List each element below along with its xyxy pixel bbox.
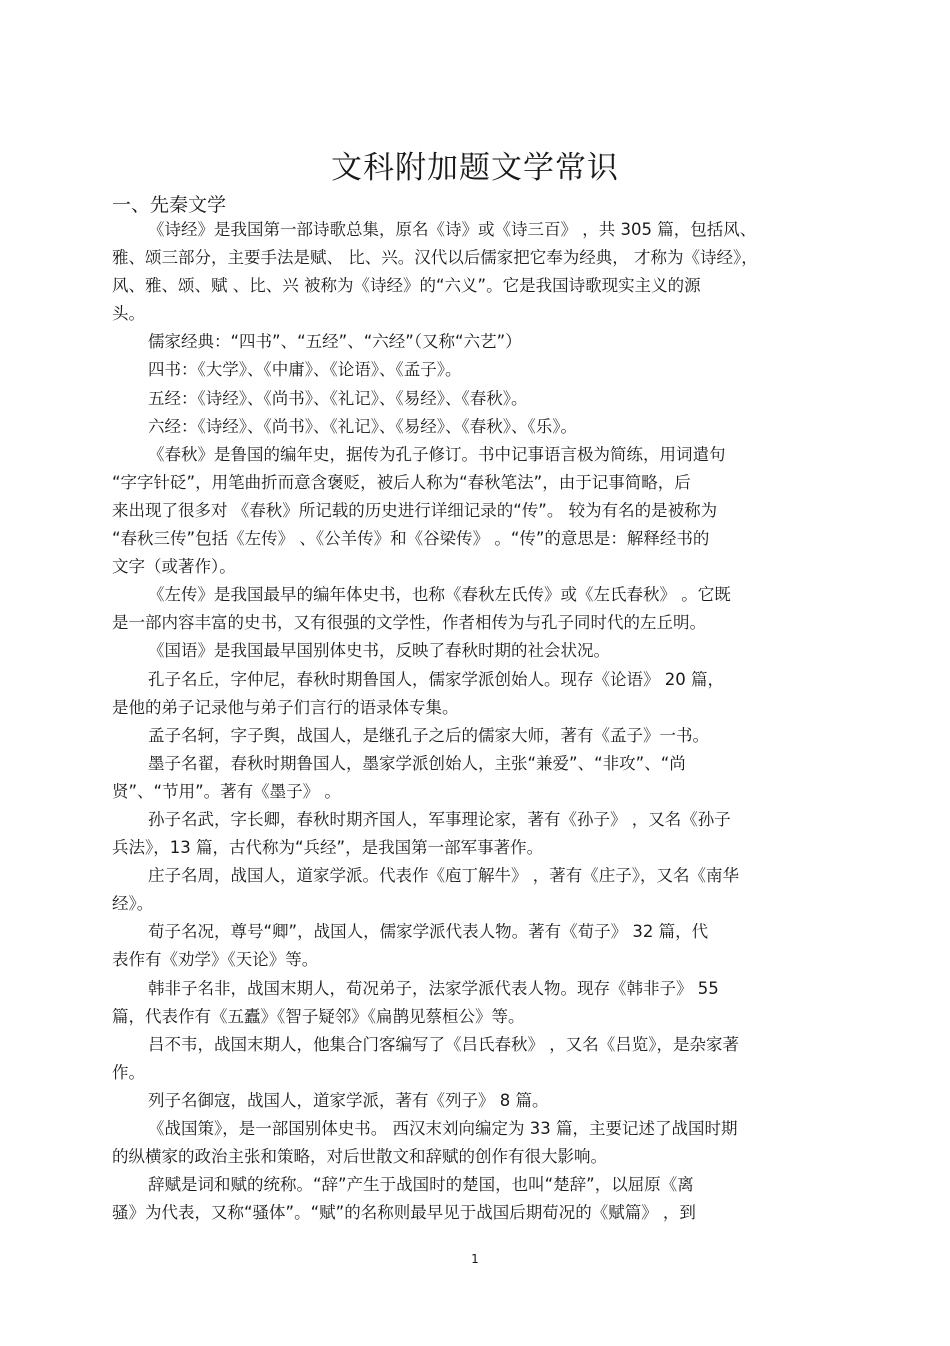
text-line: 《战国策》，是一部国别体史书。 西汉末刘向编定为 33 篇，主要记述了战国时期 <box>148 1119 738 1138</box>
section-heading: 一、先秦文学 <box>112 194 227 216</box>
body-text <box>112 216 816 1227</box>
text-line: “字字针砭”，用笔曲折而意含褒贬，被后人称为“春秋笔法”，由于记事简略，后 <box>112 472 691 492</box>
text-line: 来出现了很多对 《春秋》所记载的历史进行详细记录的“传”。 较为有名的是被称为 <box>112 500 718 520</box>
text-line: 是他的弟子记录他与弟子们言行的语录体专集。 <box>112 697 459 717</box>
text-line: 列子名御寇，战国人，道家学派，著有《列子》 8 篇。 <box>148 1090 549 1110</box>
text-line: “春秋三传”包括《左传》 、《公羊传》和《谷梁传》 。“传”的意思是：解释经书的 <box>112 529 710 549</box>
text-line: 的纵横家的政治主张和策略，对后世散文和辞赋的创作有很大影响。 <box>112 1147 607 1167</box>
text-line: 吕不韦，战国末期人，他集合门客编写了《吕氏春秋》 ，又名《吕览》，是杂家著 <box>148 1034 739 1054</box>
text-line: 经》。 <box>112 894 154 914</box>
page-number: 1 <box>471 1252 479 1266</box>
text-line: 孔子名丘，字仲尼，春秋时期鲁国人，儒家学派创始人。现存《论语》 20 篇， <box>148 669 724 689</box>
text-line: 兵法》，13 篇，古代称为“兵经”，是我国第一部军事著作。 <box>112 838 544 858</box>
text-line: 作。 <box>112 1062 145 1082</box>
text-line: 篇，代表作有《五蠹》《智子疑邻》《扁鹊见蔡桓公》等。 <box>112 1006 525 1026</box>
text-line: 辞赋是词和赋的统称。“辞”产生于战国时的楚国，也叫“楚辞”，以屈原《离 <box>148 1175 694 1195</box>
text-line: 孙子名武，字长卿，春秋时期齐国人，军事理论家，著有《孙子》 ，又名《孙子 <box>148 809 731 829</box>
text-line: 是一部内容丰富的史书，又有很强的文学性，作者相传为与孔子同时代的左丘明。 <box>112 613 706 633</box>
page-title: 文科附加题文学常识 <box>331 150 619 186</box>
text-line: 墨子名翟，春秋时期鲁国人，墨家学派创始人，主张“兼爱”、“非攻”、“尚 <box>148 753 686 773</box>
text-line: 头。 <box>112 304 145 324</box>
text-line: 文字（或著作）。 <box>112 557 236 577</box>
text-line: 表作有《劝学》《天论》等。 <box>112 950 319 970</box>
text-line: 荀子名况，尊号“卿”，战国人，儒家学派代表人物。著有《荀子》 32 篇，代 <box>148 922 709 942</box>
text-line: 六经：《诗经》、《尚书》、《礼记》、《易经》、《春秋》、《乐》。 <box>148 416 577 436</box>
text-line: 《国语》是我国最早国别体史书，反映了春秋时期的社会状况。 <box>148 641 610 661</box>
text-line: 《诗经》是我国第一部诗歌总集，原名《诗》或《诗三百》 ，共 305 篇，包括风、 <box>148 220 757 239</box>
text-line: 儒家经典：“四书”、“五经”、“六经”（又称“六艺”） <box>148 332 522 352</box>
text-line: 韩非子名非，战国末期人，荀况弟子，法家学派代表人物。现存《韩非子》 55 <box>148 978 719 998</box>
text-line: 贤”、“节用”。著有《墨子》 。 <box>112 781 341 801</box>
text-line: 《春秋》是鲁国的编年史，据传为孔子修订。书中记事语言极为简练，用词遣句 <box>148 444 726 464</box>
text-line: 五经：《诗经》、《尚书》、《礼记》、《易经》、《春秋》。 <box>148 388 528 408</box>
text-line: 雅、颂三部分，主要手法是赋、 比、兴。汉代以后儒家把它奉为经典， 才称为《诗经》， <box>112 248 758 268</box>
text-line: 《左传》是我国最早的编年体史书，也称《春秋左氏传》或《左氏春秋》 。它既 <box>148 585 731 605</box>
text-line: 骚》为代表，又称“骚体”。“赋”的名称则最早见于战国后期荀况的《赋篇》 ，到 <box>112 1203 696 1223</box>
text-line: 风、雅、颂、赋 、比、兴 被称为《诗经》的“六义”。它是我国诗歌现实主义的源 <box>112 276 701 296</box>
text-line: 四书：《大学》、《中庸》、《论语》、《孟子》。 <box>148 360 462 380</box>
text-line: 孟子名轲，字子舆，战国人，是继孔子之后的儒家大师，著有《孟子》一书。 <box>148 725 709 745</box>
text-line: 庄子名周，战国人，道家学派。代表作《庖丁解牛》 ，著有《庄子》，又名《南华 <box>148 866 739 886</box>
